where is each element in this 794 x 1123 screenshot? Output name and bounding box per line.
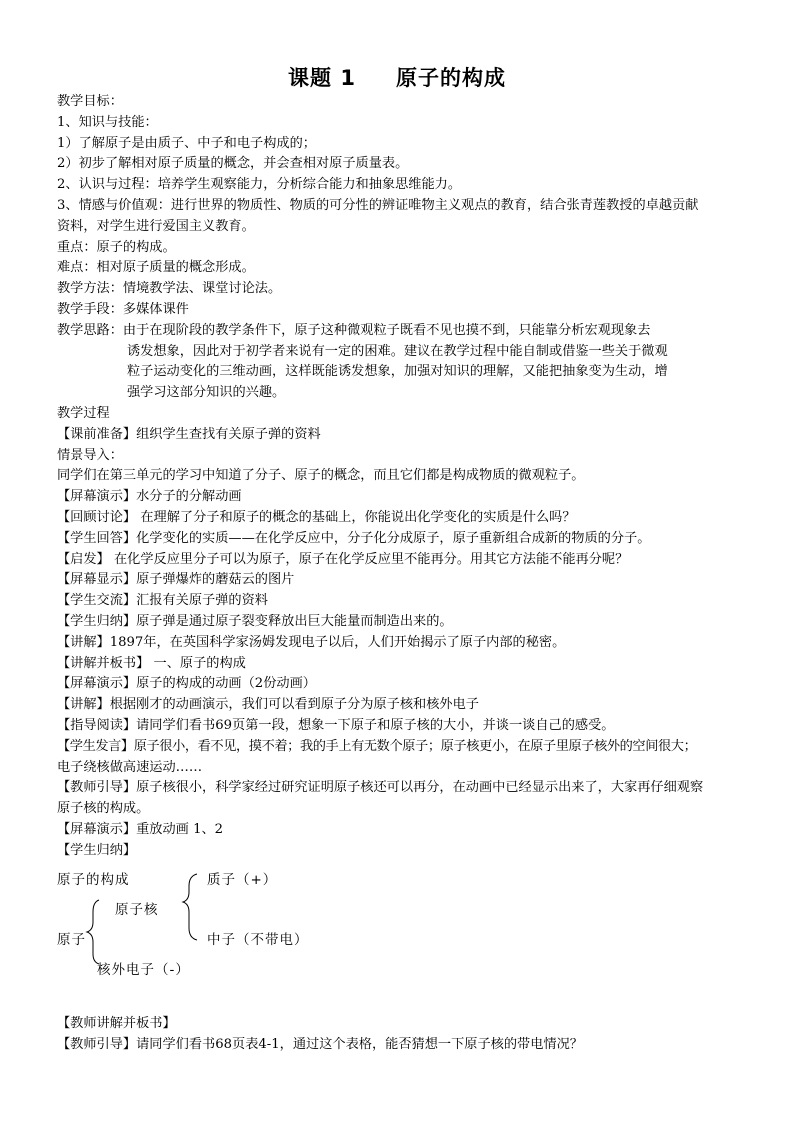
text-line: 1）了解原子是由质子、中子和电子构成的； xyxy=(57,135,316,151)
text-line: 【学生发言】原子很小，看不见，摸不着；我的手上有无数个原子；原子核更小，在原子里原子核外的空间很大； xyxy=(57,738,697,754)
text-line: 教学方法：情境教学法、课堂讨论法。 xyxy=(57,281,282,297)
text-line: 【学生交流】汇报有关原子弹的资料 xyxy=(57,593,268,609)
text-line: 原子核的构成。 xyxy=(57,801,150,817)
electron-label: 核外电子（-） xyxy=(97,962,190,978)
text-line: 重点：原子的构成。 xyxy=(57,239,176,255)
neutron-label: 中子（不带电） xyxy=(207,932,309,948)
text-line: 【教师引导】请同学们看书68页表4-1，通过这个表格，能否猜想一下原子核的带电情况？ xyxy=(57,1036,583,1052)
text-line: 难点：相对原子质量的概念形成。 xyxy=(57,260,255,276)
text-line: 诱发想象，因此对于初学者来说有一定的困难。建议在教学过程中能自制或借鉴一些关于微观 xyxy=(127,343,668,359)
text-line: 2、认识与过程：培养学生观察能力，分析综合能力和抽象思维能力。 xyxy=(57,177,462,193)
text-line: 【讲解并板书】 一、原子的构成 xyxy=(57,655,246,671)
text-line: 【回顾讨论】 在理解了分子和原子的概念的基础上，你能说出化学变化的实质是什么吗？ xyxy=(57,509,576,525)
title-number: 课题 1 xyxy=(288,66,356,90)
text-line: 情景导入： xyxy=(57,447,123,463)
page-title xyxy=(0,62,794,92)
atom-label: 原子 xyxy=(57,932,86,948)
text-line: 同学们在第三单元的学习中知道了分子、原子的概念，而且它们都是构成物质的微观粒子。 xyxy=(57,468,585,484)
text-line: 教学过程 xyxy=(57,405,110,421)
proton-label: 质子（+） xyxy=(207,872,278,888)
text-line: 【教师讲解并板书】 xyxy=(57,1016,176,1031)
text-line: 【讲解】根据刚才的动画演示，我们可以看到原子分为原子核和核外电子 xyxy=(57,697,479,713)
text-line: 【屏幕演示】水分子的分解动画 xyxy=(57,489,242,505)
text-line: 【讲解】1897年，在英国科学家汤姆发现电子以后，人们开始揭示了原子内部的秘密。 xyxy=(57,634,566,650)
text-line: 电子绕核做高速运动…… xyxy=(57,759,203,775)
text-line: 【屏幕演示】原子的构成的动画（2份动画） xyxy=(57,676,316,692)
text-line: 【课前准备】组织学生查找有关原子弹的资料 xyxy=(57,426,321,442)
nucleus-label: 原子核 xyxy=(115,902,159,918)
text-line: 1、知识与技能： xyxy=(57,114,158,130)
text-line: 【启发】 在化学反应里分子可以为原子，原子在化学反应里不能再分。用其它方法能不能再分呢？ xyxy=(57,551,629,567)
text-line: 【指导阅读】请同学们看书69页第一段，想象一下原子和原子核的大小，并谈一谈自己的感受。 xyxy=(57,717,615,733)
text-line: 粒子运动变化的三维动画，这样既能诱发想象，加强对知识的理解，又能把抽象变为生动，增 xyxy=(127,364,668,380)
text-line: 【教师引导】原子核很小，科学家经过研究证明原子核还可以再分，在动画中已经显示出来了，大家再仔细观察 xyxy=(57,780,704,796)
text-line: 资料，对学生进行爱国主义教育。 xyxy=(57,218,255,234)
text-line: 【学生归纳】 xyxy=(57,842,137,858)
lesson-body xyxy=(57,92,757,861)
title-name: 原子的构成 xyxy=(395,66,506,90)
diagram-heading: 原子的构成 xyxy=(57,872,130,888)
text-line: 2）初步了解相对原子质量的概念，并会查相对原子质量表。 xyxy=(57,156,409,172)
text-line: 【屏幕演示】重放动画 1、2 xyxy=(57,821,224,837)
lesson-tail xyxy=(57,1014,757,1056)
text-line: 教学思路：由于在现阶段的教学条件下，原子这种微观粒子既看不见也摸不到，只能靠分析宏观现象去 xyxy=(57,322,651,338)
text-line: 【学生回答】化学变化的实质——在化学反应中，分子化分成原子，原子重新组合成新的物质的分子。 xyxy=(57,530,651,546)
text-line: 【学生归纳】原子弹是通过原子裂变释放出巨大能量而制造出来的。 xyxy=(57,613,453,629)
text-line: 3、情感与价值观：进行世界的物质性、物质的可分性的辨证唯物主义观点的教育，结合张青莲教授的卓越贡献 xyxy=(57,197,699,213)
atom-structure-diagram xyxy=(57,866,457,981)
text-line: 教学目标： xyxy=(57,94,123,109)
text-line: 教学手段：多媒体课件 xyxy=(57,301,189,317)
text-line: 【屏幕显示】原子弹爆炸的蘑菇云的图片 xyxy=(57,572,295,588)
text-line: 强学习这部分知识的兴趣。 xyxy=(127,385,286,401)
